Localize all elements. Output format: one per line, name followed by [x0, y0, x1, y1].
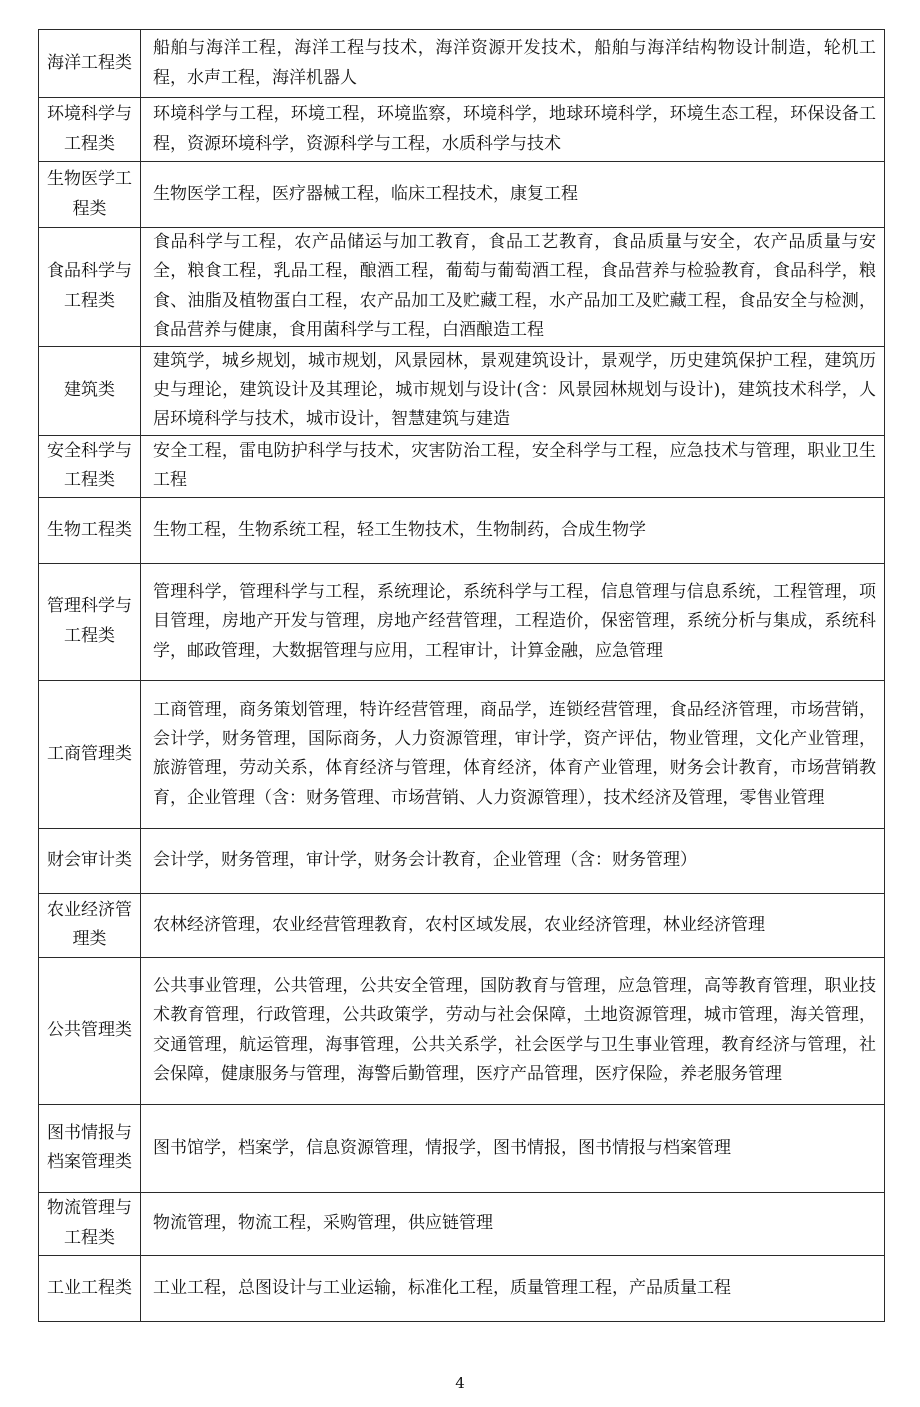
category-cell: 工业工程类 — [39, 1255, 141, 1321]
table-row — [39, 1255, 885, 1321]
majors-cell: 环境科学与工程，环境工程，环境监察，环境科学，地球环境科学，环境生态工程，环保设备工程，资源环境科学，资源科学与工程，水质科学与技术 — [141, 98, 885, 162]
majors-cell: 农林经济管理，农业经营管理教育，农村区域发展，农业经济管理，林业经济管理 — [141, 893, 885, 957]
majors-cell: 管理科学，管理科学与工程，系统理论，系统科学与工程，信息管理与信息系统，工程管理，项目管理，房地产开发与管理，房地产经营管理，工程造价，保密管理，系统分析与集成，系统科学，邮政管理，大数据管理与应用，工程审计，计算金融，应急管理 — [141, 563, 885, 680]
category-cell: 农业经济管理类 — [39, 893, 141, 957]
majors-cell: 图书馆学，档案学，信息资源管理，情报学，图书情报，图书情报与档案管理 — [141, 1104, 885, 1192]
category-cell: 物流管理与工程类 — [39, 1192, 141, 1255]
majors-cell: 工商管理，商务策划管理，特许经营管理，商品学，连锁经营管理，食品经济管理，市场营销，会计学，财务管理，国际商务，人力资源管理，审计学，资产评估，物业管理，文化产业管理，旅游管理，劳动关系，体育经济与管理，体育经济，体育产业管理，财务会计教育，市场营销教育，企业管理（含：财务管理、市场营销、人力资源管理），技术经济及管理，零售业管理 — [141, 680, 885, 828]
category-cell: 建筑类 — [39, 346, 141, 435]
table-row — [39, 1104, 885, 1192]
category-cell: 生物医学工程类 — [39, 162, 141, 228]
table-row — [39, 98, 885, 162]
majors-cell: 食品科学与工程，农产品储运与加工教育，食品工艺教育，食品质量与安全，农产品质量与安全，粮食工程，乳品工程，酿酒工程，葡萄与葡萄酒工程，食品营养与检验教育，食品科学，粮食、油脂及植物蛋白工程，农产品加工及贮藏工程，水产品加工及贮藏工程，食品安全与检测，食品营养与健康，食用菌科学与工程，白酒酿造工程 — [141, 228, 885, 347]
table-row — [39, 828, 885, 893]
category-cell: 环境科学与工程类 — [39, 98, 141, 162]
table-row — [39, 893, 885, 957]
table-row — [39, 957, 885, 1104]
category-cell: 食品科学与工程类 — [39, 228, 141, 347]
majors-cell: 公共事业管理，公共管理，公共安全管理，国防教育与管理，应急管理，高等教育管理，职业技术教育管理，行政管理，公共政策学，劳动与社会保障，土地资源管理，城市管理，海关管理，交通管理，航运管理，海事管理，公共关系学，社会医学与卫生事业管理，教育经济与管理，社会保障，健康服务与管理，海警后勤管理，医疗产品管理，医疗保险，养老服务管理 — [141, 957, 885, 1104]
category-cell: 海洋工程类 — [39, 30, 141, 98]
table-row — [39, 497, 885, 563]
majors-cell: 会计学，财务管理，审计学，财务会计教育，企业管理（含：财务管理） — [141, 828, 885, 893]
category-cell: 生物工程类 — [39, 497, 141, 563]
category-cell: 财会审计类 — [39, 828, 141, 893]
category-cell: 安全科学与工程类 — [39, 435, 141, 497]
category-cell: 管理科学与工程类 — [39, 563, 141, 680]
table-row — [39, 680, 885, 828]
majors-cell: 物流管理，物流工程，采购管理，供应链管理 — [141, 1192, 885, 1255]
table-row — [39, 346, 885, 435]
table-row — [39, 1192, 885, 1255]
majors-table — [38, 29, 885, 1322]
table-row — [39, 563, 885, 680]
table-row — [39, 435, 885, 497]
page-number: 4 — [455, 1374, 465, 1392]
category-cell: 图书情报与档案管理类 — [39, 1104, 141, 1192]
majors-cell: 建筑学，城乡规划，城市规划，风景园林，景观建筑设计，景观学，历史建筑保护工程，建筑历史与理论，建筑设计及其理论，城市规划与设计(含：风景园林规划与设计)，建筑技术科学，人居环境科学与技术，城市设计，智慧建筑与建造 — [141, 346, 885, 435]
majors-cell: 工业工程，总图设计与工业运输，标准化工程，质量管理工程，产品质量工程 — [141, 1255, 885, 1321]
majors-cell: 生物工程，生物系统工程，轻工生物技术，生物制药，合成生物学 — [141, 497, 885, 563]
table-row — [39, 162, 885, 228]
table-row — [39, 30, 885, 98]
table-row — [39, 228, 885, 347]
majors-cell: 生物医学工程，医疗器械工程，临床工程技术，康复工程 — [141, 162, 885, 228]
category-cell: 公共管理类 — [39, 957, 141, 1104]
majors-cell: 船舶与海洋工程，海洋工程与技术，海洋资源开发技术，船舶与海洋结构物设计制造，轮机工程，水声工程，海洋机器人 — [141, 30, 885, 98]
category-cell: 工商管理类 — [39, 680, 141, 828]
majors-cell: 安全工程，雷电防护科学与技术，灾害防治工程，安全科学与工程，应急技术与管理，职业卫生工程 — [141, 435, 885, 497]
